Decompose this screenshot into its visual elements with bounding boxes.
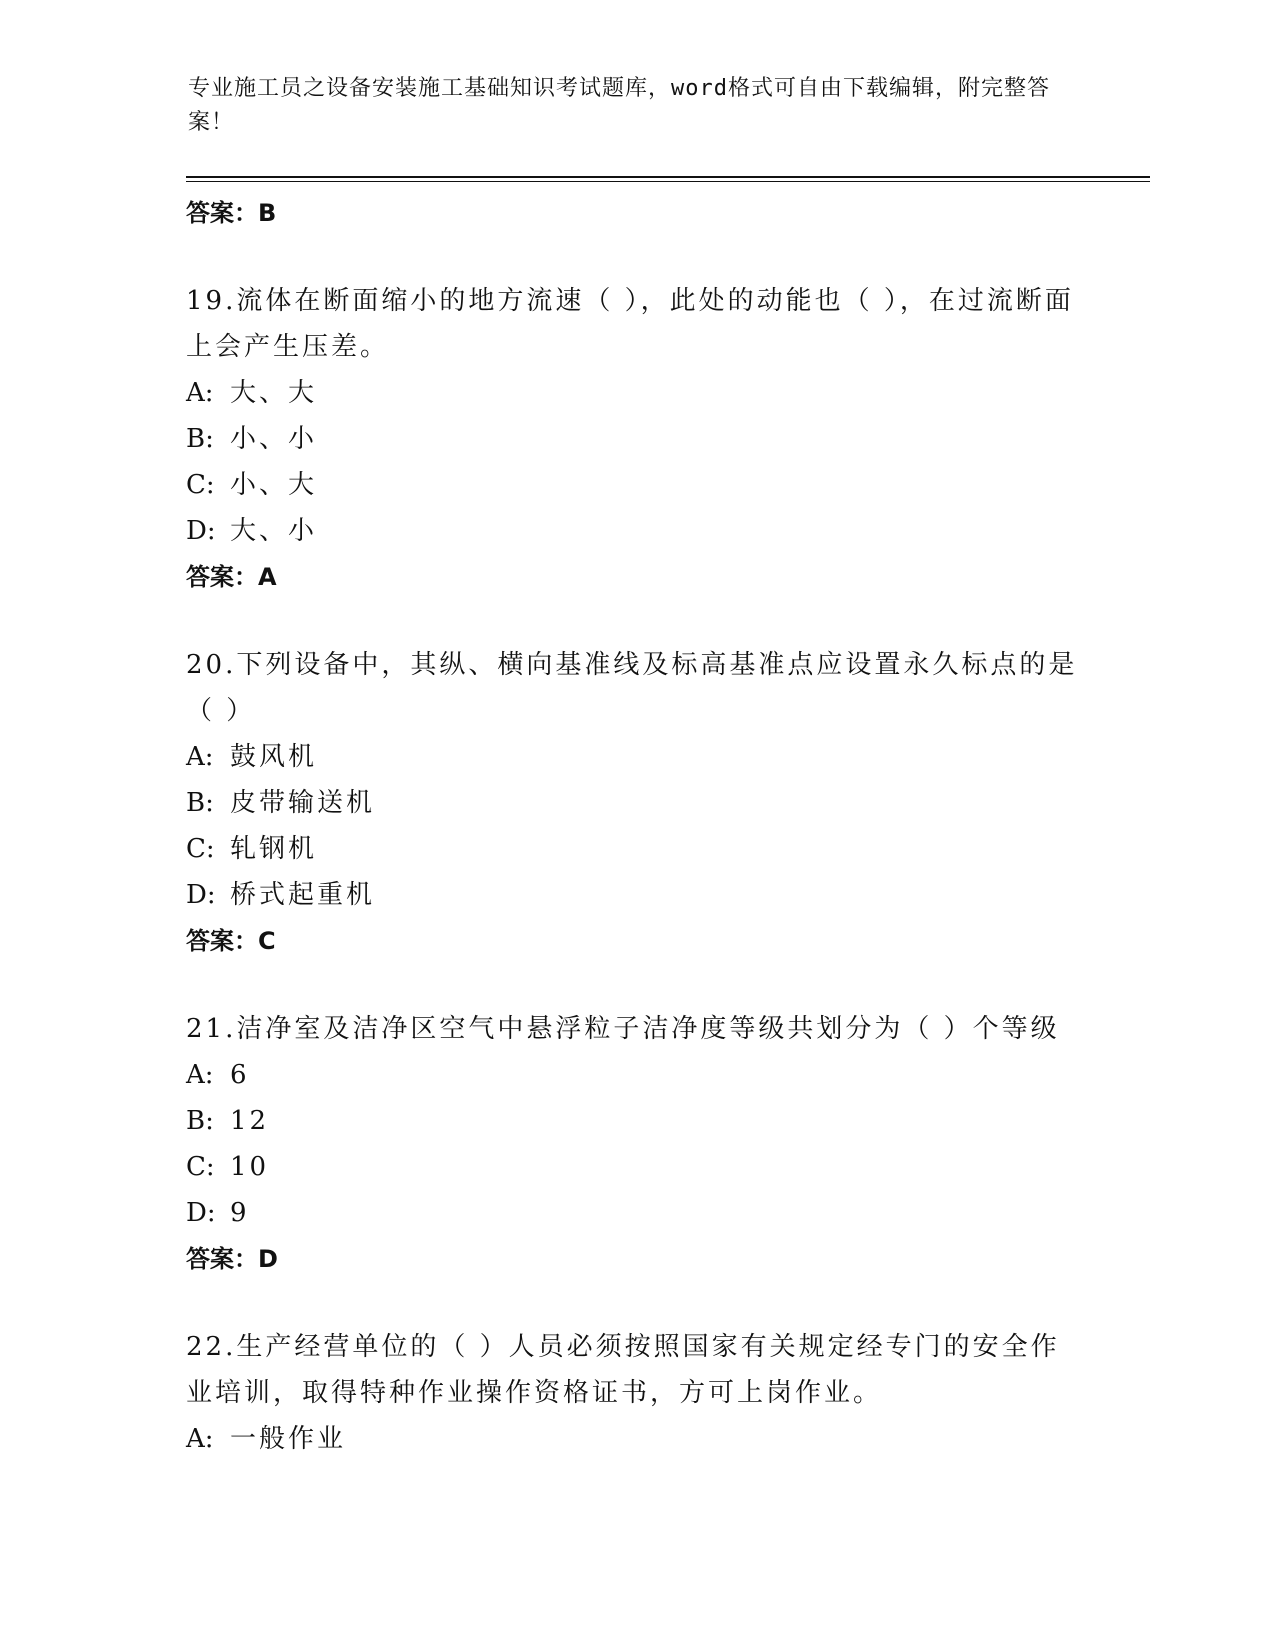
option-text: 一般作业 [230, 1424, 347, 1454]
option-text: 大、大 [230, 378, 318, 408]
option-letter: A: [186, 742, 214, 772]
question-text: 19.流体在断面缩小的地方流速（ ），此处的动能也（ ），在过流断面上会产生压差。 [186, 286, 1074, 362]
option-text: 桥式起重机 [230, 880, 376, 910]
option-a [186, 734, 1086, 780]
answer-q21: 答案：D [186, 1245, 278, 1273]
option-text: 小、大 [230, 470, 318, 500]
question-list [186, 190, 1086, 1462]
option-c [186, 826, 1086, 872]
option-d [186, 872, 1086, 918]
option-text: 12 [230, 1106, 270, 1136]
option-letter: B: [186, 788, 214, 818]
answer-q20: 答案：C [186, 927, 276, 955]
option-c [186, 1144, 1086, 1190]
document-header: 专业施工员之设备安装施工基础知识考试题库，word格式可自由下载编辑，附完整答案！ [188, 76, 1050, 135]
option-text: 皮带输送机 [230, 788, 376, 818]
option-text: 大、小 [230, 516, 318, 546]
option-letter: D: [186, 880, 216, 910]
option-letter: B: [186, 1106, 214, 1136]
question-21 [186, 1006, 1086, 1282]
option-text: 10 [230, 1152, 270, 1182]
question-text: 20.下列设备中，其纵、横向基准线及标高基准点应设置永久标点的是（ ） [186, 650, 1078, 726]
question-22 [186, 1324, 1086, 1462]
question-text: 21.洁净室及洁净区空气中悬浮粒子洁净度等级共划分为（ ）个等级 [186, 1014, 1060, 1044]
option-text: 鼓风机 [230, 742, 318, 772]
header-divider-thin [186, 181, 1150, 182]
option-a [186, 370, 1086, 416]
option-text: 9 [230, 1198, 250, 1228]
option-letter: A: [186, 378, 214, 408]
option-letter: C: [186, 1152, 215, 1182]
option-letter: C: [186, 834, 215, 864]
header-divider-thick [186, 176, 1150, 178]
option-b [186, 780, 1086, 826]
option-d [186, 1190, 1086, 1236]
answer-q19: 答案：A [186, 563, 277, 591]
option-letter: D: [186, 1198, 216, 1228]
question-text: 22.生产经营单位的（ ）人员必须按照国家有关规定经专门的安全作业培训，取得特种作业操作资格证书，方可上岗作业。 [186, 1332, 1060, 1408]
option-text: 6 [230, 1060, 250, 1090]
option-letter: A: [186, 1060, 214, 1090]
option-text: 小、小 [230, 424, 318, 454]
option-a [186, 1052, 1086, 1098]
option-text: 轧钢机 [230, 834, 318, 864]
option-letter: C: [186, 470, 215, 500]
option-b [186, 416, 1086, 462]
question-20 [186, 642, 1086, 964]
option-a [186, 1416, 1086, 1462]
option-b [186, 1098, 1086, 1144]
option-d [186, 508, 1086, 554]
option-letter: A: [186, 1424, 214, 1454]
option-c [186, 462, 1086, 508]
option-letter: D: [186, 516, 216, 546]
option-letter: B: [186, 424, 214, 454]
question-19 [186, 278, 1086, 600]
answer-q18: 答案：B [186, 199, 277, 227]
